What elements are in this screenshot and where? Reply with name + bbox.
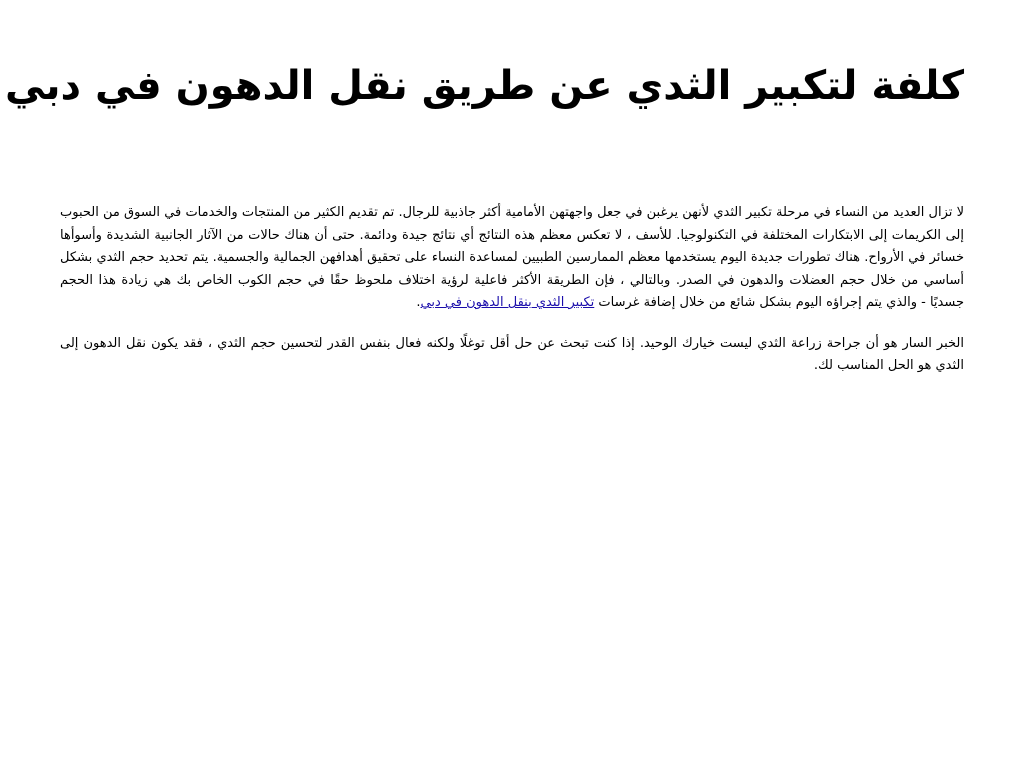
- paragraph-intro-text: لا تزال العديد من النساء في مرحلة تكبير الثدي لأنهن يرغبن في جعل واجهتهن الأمامية أكثر جاذبية للرجال. تم تقديم الكثير من المنتجات والخدمات في السوق من الحبوب إلى الكريمات إلى الابتكارات المختلفة في التكنولوجيا. للأسف ، لا تعكس معظم هذه النتائج أي نتائج جيدة ودائمة. حتى أن هناك حالات من الآثار الجانبية الشديدة وأسوأها خسائر في الأرواح. هناك تطورات جديدة اليوم يستخدمها معظم الممارسين الطبيين لمساعدة النساء على تحقيق أهدافهن الجمالية والجسمية. يتم تحديد حجم الثدي بشكل أساسي من خلال حجم العضلات والدهون في الصدر. وبالتالي ، فإن الطريقة الأكثر فاعلية لرؤية اختلاف ملحوظ حقًا في حجم الكوب الخاص بك هي زيادة هذا الحجم جسديًا - والذي يتم إجراؤه اليوم بشكل شائع من خلال إضافة غرسات: [60, 205, 964, 310]
- fat-transfer-link[interactable]: تكبير الثدي بنقل الدهون في دبي: [420, 295, 595, 310]
- paragraph-intro-end: .: [416, 295, 421, 310]
- slide-title: كلفة لتكبير الثدي عن طريق نقل الدهون في دبي: [5, 63, 964, 109]
- slide-body: [60, 202, 964, 396]
- paragraph-intro: [60, 202, 964, 315]
- paragraph-good-news: الخبر السار هو أن جراحة زراعة الثدي ليست خيارك الوحيد. إذا كنت تبحث عن حل أقل توغلًا ولكنه فعال بنفس القدر لتحسين حجم الثدي ، فقد يكون نقل الدهون إلى الثدي هو الحل المناسب لك.: [60, 335, 964, 373]
